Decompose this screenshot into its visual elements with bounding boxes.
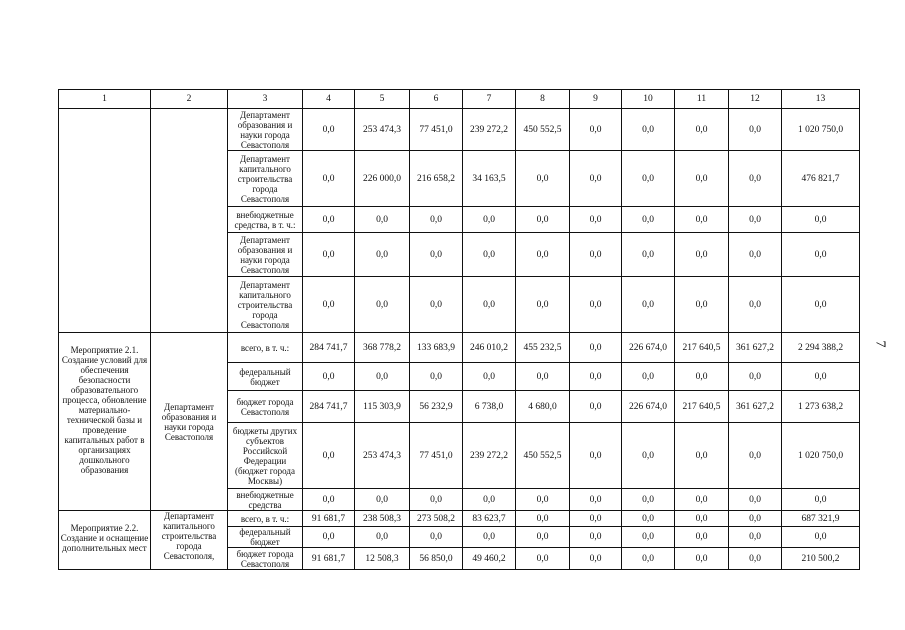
value-cell-col4: 0,0 <box>303 527 355 548</box>
value-cell-col13: 0,0 <box>782 363 860 391</box>
value-cell-col6: 77 451,0 <box>410 423 463 489</box>
header-row <box>59 90 860 109</box>
value-cell-col8: 0,0 <box>516 151 570 207</box>
value-cell-col4: 0,0 <box>303 207 355 233</box>
column-header-4: 4 <box>303 90 355 109</box>
value-cell-col12: 0,0 <box>729 423 782 489</box>
value-cell-col6: 273 508,2 <box>410 511 463 527</box>
value-cell-col9: 0,0 <box>570 233 622 277</box>
value-cell-col12: 0,0 <box>729 207 782 233</box>
value-cell-col12: 0,0 <box>729 527 782 548</box>
column-header-7: 7 <box>463 90 516 109</box>
column-header-3: 3 <box>228 90 303 109</box>
column-header-2: 2 <box>151 90 228 109</box>
value-cell-col9: 0,0 <box>570 548 622 570</box>
value-cell-col8: 0,0 <box>516 277 570 333</box>
value-cell-col8: 0,0 <box>516 489 570 511</box>
value-cell-col9: 0,0 <box>570 109 622 151</box>
executor-cell: Департамент образования и науки города Севастополя <box>151 333 228 511</box>
value-cell-col12: 0,0 <box>729 277 782 333</box>
funding-source-cell: Департамент капитального строительства города Севастополя <box>228 277 303 333</box>
value-cell-col10: 0,0 <box>622 489 675 511</box>
value-cell-col6: 56 232,9 <box>410 391 463 423</box>
value-cell-col11: 0,0 <box>675 511 729 527</box>
funding-source-cell: Департамент образования и науки города Севастополя <box>228 233 303 277</box>
value-cell-col12: 0,0 <box>729 363 782 391</box>
value-cell-col10: 0,0 <box>622 548 675 570</box>
value-cell-col11: 0,0 <box>675 151 729 207</box>
measure-cell <box>59 109 151 333</box>
value-cell-col5: 368 778,2 <box>355 333 410 363</box>
value-cell-col6: 0,0 <box>410 489 463 511</box>
value-cell-col5: 238 508,3 <box>355 511 410 527</box>
value-cell-col6: 216 658,2 <box>410 151 463 207</box>
funding-source-cell: внебюджетные средства <box>228 489 303 511</box>
value-cell-col11: 0,0 <box>675 207 729 233</box>
value-cell-col7: 0,0 <box>463 363 516 391</box>
measure-cell: Мероприятие 2.1. Создание условий для обеспечения безопасности образовательного процесса, обновление материально-техничеcкой базы и проведение капитальных работ в организациях дошкольного образования <box>59 333 151 511</box>
value-cell-col13: 0,0 <box>782 527 860 548</box>
value-cell-col5: 115 303,9 <box>355 391 410 423</box>
value-cell-col4: 91 681,7 <box>303 511 355 527</box>
value-cell-col12: 0,0 <box>729 151 782 207</box>
value-cell-col9: 0,0 <box>570 391 622 423</box>
funding-source-cell: федеральный бюджет <box>228 363 303 391</box>
value-cell-col8: 4 680,0 <box>516 391 570 423</box>
value-cell-col9: 0,0 <box>570 151 622 207</box>
column-header-5: 5 <box>355 90 410 109</box>
value-cell-col7: 239 272,2 <box>463 109 516 151</box>
value-cell-col10: 0,0 <box>622 109 675 151</box>
funding-source-cell: Департамент образования и науки города Севастополя <box>228 109 303 151</box>
value-cell-col11: 0,0 <box>675 489 729 511</box>
value-cell-col5: 0,0 <box>355 233 410 277</box>
column-header-9: 9 <box>570 90 622 109</box>
value-cell-col12: 0,0 <box>729 109 782 151</box>
value-cell-col8: 0,0 <box>516 527 570 548</box>
value-cell-col9: 0,0 <box>570 527 622 548</box>
value-cell-col9: 0,0 <box>570 489 622 511</box>
value-cell-col10: 0,0 <box>622 151 675 207</box>
value-cell-col5: 0,0 <box>355 527 410 548</box>
value-cell-col5: 0,0 <box>355 489 410 511</box>
value-cell-col4: 0,0 <box>303 233 355 277</box>
value-cell-col7: 0,0 <box>463 233 516 277</box>
funding-source-cell: федеральный бюджет <box>228 527 303 548</box>
funding-source-cell: бюджет города Севастополя <box>228 548 303 570</box>
value-cell-col11: 217 640,5 <box>675 391 729 423</box>
value-cell-col7: 0,0 <box>463 489 516 511</box>
value-cell-col13: 1 020 750,0 <box>782 109 860 151</box>
column-header-8: 8 <box>516 90 570 109</box>
value-cell-col6: 0,0 <box>410 363 463 391</box>
value-cell-col8: 0,0 <box>516 207 570 233</box>
value-cell-col10: 0,0 <box>622 511 675 527</box>
value-cell-col10: 0,0 <box>622 233 675 277</box>
value-cell-col5: 0,0 <box>355 277 410 333</box>
funding-source-cell: всего, в т. ч.: <box>228 333 303 363</box>
funding-table <box>58 89 860 570</box>
table-row <box>59 511 860 527</box>
funding-source-cell: всего, в т. ч.: <box>228 511 303 527</box>
value-cell-col12: 0,0 <box>729 233 782 277</box>
value-cell-col10: 226 674,0 <box>622 391 675 423</box>
value-cell-col11: 0,0 <box>675 277 729 333</box>
value-cell-col13: 0,0 <box>782 489 860 511</box>
value-cell-col7: 0,0 <box>463 277 516 333</box>
value-cell-col13: 1 020 750,0 <box>782 423 860 489</box>
value-cell-col6: 0,0 <box>410 527 463 548</box>
value-cell-col13: 1 273 638,2 <box>782 391 860 423</box>
value-cell-col4: 0,0 <box>303 277 355 333</box>
value-cell-col6: 77 451,0 <box>410 109 463 151</box>
value-cell-col6: 0,0 <box>410 233 463 277</box>
value-cell-col10: 226 674,0 <box>622 333 675 363</box>
executor-cell <box>151 109 228 333</box>
value-cell-col10: 0,0 <box>622 277 675 333</box>
value-cell-col4: 0,0 <box>303 151 355 207</box>
value-cell-col5: 226 000,0 <box>355 151 410 207</box>
value-cell-col8: 0,0 <box>516 548 570 570</box>
value-cell-col12: 0,0 <box>729 548 782 570</box>
value-cell-col5: 253 474,3 <box>355 423 410 489</box>
value-cell-col13: 476 821,7 <box>782 151 860 207</box>
value-cell-col8: 450 552,5 <box>516 423 570 489</box>
column-header-12: 12 <box>729 90 782 109</box>
value-cell-col4: 91 681,7 <box>303 548 355 570</box>
value-cell-col5: 0,0 <box>355 363 410 391</box>
value-cell-col12: 361 627,2 <box>729 391 782 423</box>
value-cell-col11: 0,0 <box>675 363 729 391</box>
value-cell-col7: 239 272,2 <box>463 423 516 489</box>
value-cell-col7: 246 010,2 <box>463 333 516 363</box>
value-cell-col8: 0,0 <box>516 233 570 277</box>
value-cell-col6: 56 850,0 <box>410 548 463 570</box>
page-number: 7 <box>872 340 888 348</box>
value-cell-col11: 0,0 <box>675 233 729 277</box>
value-cell-col5: 253 474,3 <box>355 109 410 151</box>
table-row <box>59 109 860 151</box>
column-header-10: 10 <box>622 90 675 109</box>
value-cell-col4: 284 741,7 <box>303 391 355 423</box>
value-cell-col6: 0,0 <box>410 277 463 333</box>
value-cell-col13: 0,0 <box>782 277 860 333</box>
value-cell-col12: 0,0 <box>729 511 782 527</box>
executor-cell: Департамент капитального строительства города Севастополя, <box>151 511 228 570</box>
value-cell-col13: 210 500,2 <box>782 548 860 570</box>
value-cell-col13: 2 294 388,2 <box>782 333 860 363</box>
value-cell-col7: 49 460,2 <box>463 548 516 570</box>
funding-source-cell: Департамент капитального строительства города Севастополя <box>228 151 303 207</box>
column-header-13: 13 <box>782 90 860 109</box>
funding-source-cell: внебюджетные средства, в т. ч.: <box>228 207 303 233</box>
value-cell-col9: 0,0 <box>570 423 622 489</box>
value-cell-col7: 6 738,0 <box>463 391 516 423</box>
value-cell-col8: 0,0 <box>516 363 570 391</box>
value-cell-col7: 34 163,5 <box>463 151 516 207</box>
value-cell-col10: 0,0 <box>622 207 675 233</box>
value-cell-col7: 0,0 <box>463 527 516 548</box>
value-cell-col9: 0,0 <box>570 207 622 233</box>
table-row <box>59 333 860 363</box>
value-cell-col4: 0,0 <box>303 489 355 511</box>
value-cell-col8: 455 232,5 <box>516 333 570 363</box>
value-cell-col11: 0,0 <box>675 423 729 489</box>
value-cell-col9: 0,0 <box>570 363 622 391</box>
column-header-11: 11 <box>675 90 729 109</box>
value-cell-col10: 0,0 <box>622 423 675 489</box>
value-cell-col8: 450 552,5 <box>516 109 570 151</box>
value-cell-col12: 361 627,2 <box>729 333 782 363</box>
value-cell-col7: 0,0 <box>463 207 516 233</box>
value-cell-col9: 0,0 <box>570 333 622 363</box>
value-cell-col10: 0,0 <box>622 363 675 391</box>
value-cell-col13: 687 321,9 <box>782 511 860 527</box>
value-cell-col4: 0,0 <box>303 109 355 151</box>
value-cell-col9: 0,0 <box>570 511 622 527</box>
value-cell-col4: 0,0 <box>303 363 355 391</box>
funding-source-cell: бюджет города Севастополя <box>228 391 303 423</box>
column-header-1: 1 <box>59 90 151 109</box>
value-cell-col11: 217 640,5 <box>675 333 729 363</box>
funding-source-cell: бюджеты других субъектов Российской Федерации (бюджет города Москвы) <box>228 423 303 489</box>
value-cell-col11: 0,0 <box>675 109 729 151</box>
value-cell-col9: 0,0 <box>570 277 622 333</box>
value-cell-col8: 0,0 <box>516 511 570 527</box>
value-cell-col5: 0,0 <box>355 207 410 233</box>
value-cell-col4: 0,0 <box>303 423 355 489</box>
value-cell-col7: 83 623,7 <box>463 511 516 527</box>
value-cell-col11: 0,0 <box>675 527 729 548</box>
value-cell-col5: 12 508,3 <box>355 548 410 570</box>
measure-cell: Мероприятие 2.2. Создание и оснащение дополнительных мест <box>59 511 151 570</box>
value-cell-col4: 284 741,7 <box>303 333 355 363</box>
value-cell-col6: 0,0 <box>410 207 463 233</box>
value-cell-col13: 0,0 <box>782 207 860 233</box>
value-cell-col12: 0,0 <box>729 489 782 511</box>
value-cell-col6: 133 683,9 <box>410 333 463 363</box>
value-cell-col13: 0,0 <box>782 233 860 277</box>
value-cell-col11: 0,0 <box>675 548 729 570</box>
column-header-6: 6 <box>410 90 463 109</box>
value-cell-col10: 0,0 <box>622 527 675 548</box>
